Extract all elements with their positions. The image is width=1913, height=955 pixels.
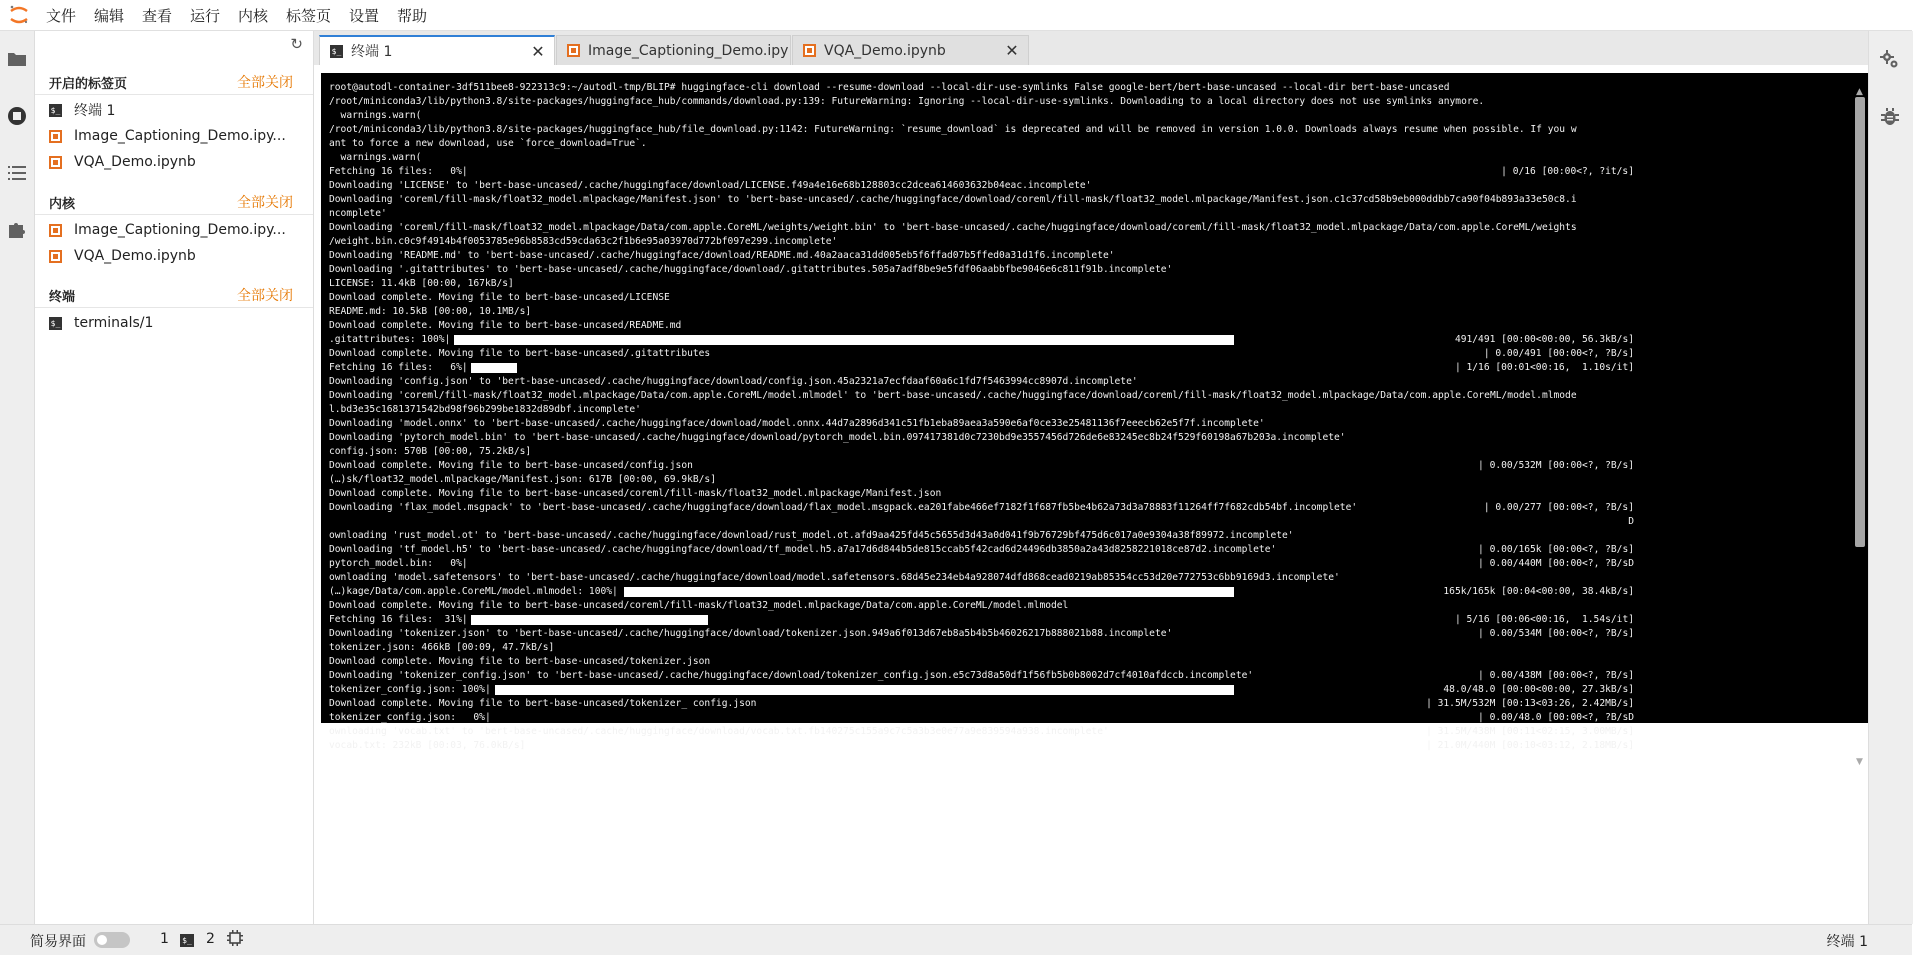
- terminals-section-title: 终端: [49, 290, 76, 305]
- terminal-line-text: warnings.warn(: [329, 110, 422, 121]
- notebook-icon: [803, 44, 816, 57]
- terminal-line: [329, 319, 1634, 333]
- activity-bar: [0, 31, 35, 924]
- terminal-line: [329, 585, 1634, 599]
- divider: [35, 214, 313, 215]
- open-tab-item[interactable]: [49, 151, 196, 173]
- terminal-line-progress: | 1/16 [00:01<00:16, 1.10s/it]: [1454, 362, 1634, 373]
- terminal-line-text: Downloading 'config.json' to 'bert-base-uncased/.cache/huggingface/download/config.json.45a2321a7ecfdaaf60a6c1fd7f5463994cc8907d.incomplete': [329, 376, 1138, 387]
- active-document-label: 终端 1: [1826, 934, 1868, 950]
- terminal-line-text: Download complete. Moving file to bert-base-uncased/coreml/fill-mask/float32_model.mlpackage/Manifest.json: [329, 488, 942, 499]
- divider: [35, 94, 313, 95]
- jupyter-logo-icon[interactable]: [8, 4, 30, 26]
- tab-terminal-1[interactable]: [319, 35, 555, 65]
- terminal-line: [329, 123, 1634, 137]
- terminal-line-text: root@autodl-container-3df511bee8-922313c9:~/autodl-tmp/BLIP# huggingface-cli download --resume-download --local-dir-use-symlinks False google-bert/bert-base-uncased --local-dir bert-base-uncased: [329, 82, 1450, 93]
- terminal-line: [329, 81, 1634, 95]
- refresh-icon[interactable]: ↻: [290, 35, 303, 53]
- tab-vqa-demo[interactable]: [792, 35, 1029, 65]
- terminal-line-text: config.json: 570B [00:00, 75.2kB/s]: [329, 446, 532, 457]
- terminal-line: [329, 193, 1634, 207]
- terminal-line-progress: D: [1628, 516, 1634, 527]
- progress-bar-fill: [495, 685, 1234, 695]
- terminal-line-text: Fetching 16 files: 31%|: [329, 614, 468, 625]
- tab-label: 终端 1: [351, 44, 393, 60]
- folder-icon[interactable]: [5, 47, 29, 71]
- menu-kernel[interactable]: 内核: [238, 7, 269, 25]
- notebook-icon: [49, 224, 62, 237]
- terminal-line-progress: 48.0/48.0 [00:00<00:00, 27.3kB/s]: [1443, 684, 1634, 695]
- terminal-scrollbar[interactable]: [1853, 87, 1867, 767]
- terminal-line-progress: | 0/16 [00:00<?, ?it/s]: [1501, 166, 1634, 177]
- menu-help[interactable]: 帮助: [397, 7, 428, 25]
- kernel-item[interactable]: [49, 245, 196, 267]
- terminal-line: [329, 305, 1634, 319]
- main-area: [314, 31, 1868, 924]
- tab-label: VQA_Demo.ipynb: [824, 42, 946, 59]
- terminal-line-text: ownloading 'model.safetensors' to 'bert-base-uncased/.cache/huggingface/download/model.safetensors.68d45e234eb4a928074dfd868cead0219ab85354cc53d20e772753c6bb9169d3.incomplete': [329, 572, 1340, 583]
- tab-image-captioning-demo[interactable]: [556, 35, 791, 65]
- property-inspector-icon[interactable]: [1879, 49, 1901, 75]
- tab-label: Image_Captioning_Demo.ipy: [588, 42, 789, 59]
- terminal-line: [329, 235, 1634, 249]
- open-tab-label: VQA_Demo.ipynb: [74, 154, 196, 170]
- terminal-line: [329, 179, 1634, 193]
- terminal-line: [329, 725, 1634, 739]
- terminal-line-progress: 165k/165k [00:04<00:00, 38.4kB/s]: [1443, 586, 1634, 597]
- terminal-line: [329, 627, 1634, 641]
- terminal-line: [329, 263, 1634, 277]
- terminal-output[interactable]: [321, 73, 1869, 767]
- terminal-line-text: Download complete. Moving file to bert-base-uncased/LICENSE: [329, 292, 670, 303]
- terminal-line: [329, 529, 1634, 543]
- terminal-line-progress: | 0.00/165k [00:00<?, ?B/s]: [1478, 544, 1634, 555]
- terminal-line-text: Downloading 'flax_model.msgpack' to 'bert-base-uncased/.cache/huggingface/download/flax_model.msgpack.ea201fabe466ef7182f1f687fb5be4b62a73d3a78883f11264ff7f682cdb54bf.incomplete': [329, 502, 1358, 513]
- terminal-line: [329, 431, 1634, 445]
- terminal-line-text: (…)kage/Data/com.apple.CoreML/model.mlmodel: 100%|: [329, 586, 618, 597]
- terminal-line-text: Downloading 'coreml/fill-mask/float32_model.mlpackage/Manifest.json' to 'bert-base-uncased/.cache/huggingface/download/coreml/fill-mask/float32_model.mlpackage/Manifest.json.c1c37cd58b9eb000ddbb7ca90f04b893a33e50c8.i: [329, 194, 1577, 205]
- kernel-status-icon[interactable]: [227, 930, 243, 950]
- extensions-icon[interactable]: [5, 217, 29, 241]
- terminal-line: [329, 739, 1634, 753]
- status-bar: [0, 924, 1912, 955]
- terminal-line-progress: | 31.5M/532M [00:13<03:26, 2.42MB/s]: [1426, 698, 1634, 709]
- terminal-line: [329, 403, 1634, 417]
- terminal-line-text: warnings.warn(: [329, 152, 422, 163]
- terminal-line: [329, 417, 1634, 431]
- terminal-line-text: ant to force a new download, use `force_download=True`.: [329, 138, 647, 149]
- terminal-line-text: tokenizer_config.json: 100%|: [329, 684, 491, 695]
- open-tab-item[interactable]: [49, 125, 286, 147]
- terminal-line-text: Download complete. Moving file to bert-base-uncased/README.md: [329, 320, 682, 331]
- terminal-icon: $_: [50, 105, 61, 115]
- terminal-line-progress: | 0.00/491 [00:00<?, ?B/s]: [1483, 348, 1634, 359]
- terminal-panel: [314, 65, 1868, 924]
- terminal-line: [329, 487, 1634, 501]
- close-all-kernels-button[interactable]: 全部关闭: [237, 195, 293, 211]
- terminal-line: [329, 641, 1634, 655]
- terminal-line: [329, 375, 1634, 389]
- terminal-line-text: pytorch_model.bin: 0%|: [329, 558, 468, 569]
- terminal-line-text: Downloading 'LICENSE' to 'bert-base-uncased/.cache/huggingface/download/LICENSE.f49a4e16e68b128803cc2dcea614603632b04eac.incomplete': [329, 180, 1092, 191]
- terminal-line: [329, 543, 1634, 557]
- terminal-line: [329, 557, 1634, 571]
- scroll-up-icon[interactable]: ▲: [1856, 87, 1863, 97]
- menubar: [0, 0, 1912, 31]
- simple-mode-toggle[interactable]: [94, 932, 130, 948]
- terminal-line: [329, 711, 1634, 725]
- terminal-session-label: terminals/1: [74, 315, 154, 331]
- terminal-line-text: l.bd3e35c1681371542bd98f96b299be1832d89dbf.incomplete': [329, 404, 641, 415]
- table-of-contents-icon[interactable]: [5, 161, 29, 185]
- close-all-terminals-button[interactable]: 全部关闭: [237, 288, 293, 304]
- progress-bar-fill: [471, 615, 707, 625]
- terminal-line: [329, 361, 1634, 375]
- terminal-line-progress: 491/491 [00:00<00:00, 56.3kB/s]: [1454, 334, 1634, 345]
- menu-view[interactable]: 查看: [142, 7, 173, 25]
- terminal-line-progress: | 21.0M/440M [00:10<03:12, 2.18MB/s]: [1426, 740, 1634, 751]
- open-tabs-panel: [35, 31, 314, 924]
- terminal-line: [329, 347, 1634, 361]
- terminal-line-text: Downloading 'tokenizer_config.json' to 'bert-base-uncased/.cache/huggingface/download/tokenizer_config.json.e5c73d8a50df1f56fb5b0b8002d7cf4010afdccb.incomplete': [329, 670, 1254, 681]
- menu-tabs[interactable]: 标签页: [286, 7, 332, 25]
- terminal-line-text: /root/miniconda3/lib/python3.8/site-packages/huggingface_hub/file_download.py:1142: FutureWarning: `resume_download` is deprecated and will be removed in version 1.0.0. Downloads always resume when possible. If you w: [329, 124, 1577, 135]
- terminal-line-text: Downloading 'README.md' to 'bert-base-uncased/.cache/huggingface/download/README.md.40a2aaca31dd005eb5f6ffad07b5ffed0a31d1f6.incomplete': [329, 250, 1115, 261]
- terminal-icon: $_: [50, 318, 61, 328]
- terminal-line-text: Downloading 'pytorch_model.bin' to 'bert-base-uncased/.cache/huggingface/download/pytorch_model.bin.097417381d0c7230bd9e3557456d726de6e83245ec8b24f529f60198a67b203a.incomplete': [329, 432, 1346, 443]
- terminal-line-text: Download complete. Moving file to bert-base-uncased/tokenizer.json: [329, 656, 711, 667]
- terminal-line-progress: | 0.00/48.0 [00:00<?, ?B/sD: [1478, 712, 1634, 723]
- terminal-line: [329, 95, 1634, 109]
- terminal-line-text: Download complete. Moving file to bert-base-uncased/.gitattributes: [329, 348, 711, 359]
- document-tab-bar: [314, 31, 1868, 65]
- menu-settings[interactable]: 设置: [349, 7, 380, 25]
- terminal-line: [329, 445, 1634, 459]
- running-sessions-icon[interactable]: [5, 104, 29, 128]
- terminal-line-text: .gitattributes: 100%|: [329, 334, 451, 345]
- terminal-line: [329, 109, 1634, 123]
- scroll-down-icon[interactable]: ▼: [1856, 757, 1863, 767]
- terminal-line-text: ownloading 'rust_model.ot' to 'bert-base-uncased/.cache/huggingface/download/rust_model.ot.afd9aa425fd45c5655d3d43a0d041f9b76729bf475d6c017a0e9304a38f89972.incomplete': [329, 530, 1294, 541]
- terminal-line: [329, 599, 1634, 613]
- terminal-line-text: Download complete. Moving file to bert-base-uncased/config.json: [329, 460, 693, 471]
- terminal-line: [329, 697, 1634, 711]
- kernels-section-title: 内核: [49, 197, 76, 212]
- kernel-label: VQA_Demo.ipynb: [74, 248, 196, 264]
- terminal-line-text: LICENSE: 11.4kB [00:00, 167kB/s]: [329, 278, 514, 289]
- terminal-icon[interactable]: $_: [180, 934, 194, 947]
- terminal-line-text: /weight.bin.c0c9f4914b4f0053785e96b8583cd59cda63c2f1b6e95a03970d772bf097e299.incomplete': [329, 236, 838, 247]
- terminal-line: [329, 221, 1634, 235]
- notebook-icon: [49, 130, 62, 143]
- simple-mode-label: 简易界面: [30, 934, 86, 950]
- terminal-line: [329, 165, 1634, 179]
- progress-bar-fill: [454, 335, 1234, 345]
- terminal-line-text: Downloading 'model.onnx' to 'bert-base-uncased/.cache/huggingface/download/model.onnx.44d7a2896d341c51fb1eba89aea3a590e6af0ce33e25481136f7eeecb62e5f7f.incomplete': [329, 418, 1265, 429]
- menu-file[interactable]: 文件: [46, 7, 77, 25]
- terminal-line-progress: | 0.00/440M [00:00<?, ?B/sD: [1478, 558, 1634, 569]
- terminal-line: [329, 669, 1634, 683]
- terminal-session-item[interactable]: [49, 312, 153, 334]
- terminal-line-text: Downloading '.gitattributes' to 'bert-base-uncased/.cache/huggingface/download/.gitattributes.505a7adf8be9e5fdf06aabbfbe9046e6c811f91b.incomplete': [329, 264, 1173, 275]
- terminal-count[interactable]: 2: [206, 931, 215, 947]
- terminal-line-progress: | 0.00/438M [00:00<?, ?B/s]: [1478, 670, 1634, 681]
- terminal-line-progress: | 5/16 [00:06<00:16, 1.54s/it]: [1454, 614, 1634, 625]
- close-icon[interactable]: ✕: [1005, 41, 1019, 60]
- terminal-line: [329, 277, 1634, 291]
- terminal-line-text: Fetching 16 files: 6%|: [329, 362, 468, 373]
- progress-bar-fill: [471, 363, 517, 373]
- terminal-line: [329, 571, 1634, 585]
- terminal-line: [329, 515, 1634, 529]
- kernel-item[interactable]: [49, 219, 286, 241]
- terminal-line-text: tokenizer_config.json: 0%|: [329, 712, 491, 723]
- terminal-line-text: /root/miniconda3/lib/python3.8/site-packages/huggingface_hub/commands/download.py:139: FutureWarning: Ignoring --local-dir-use-symlinks. Downloading to a local directory does not use symlinks anymore.: [329, 96, 1485, 107]
- terminal-line-text: vocab.txt: 232kB [00:03, 76.0kB/s]: [329, 740, 526, 751]
- open-tab-label: 终端 1: [74, 103, 116, 119]
- kernel-label: Image_Captioning_Demo.ipy...: [74, 222, 286, 238]
- terminal-line: [329, 151, 1634, 165]
- terminal-line: [329, 333, 1634, 347]
- terminal-line: [329, 389, 1634, 403]
- terminal-line-progress: | 0.00/532M [00:00<?, ?B/s]: [1478, 460, 1634, 471]
- close-all-tabs-button[interactable]: 全部关闭: [237, 75, 293, 91]
- notebook-icon: [567, 44, 580, 57]
- terminal-line-progress: | 31.5M/438M [00:11<02:15, 3.00MB/s]: [1426, 726, 1634, 737]
- terminal-line-text: tokenizer.json: 466kB [00:09, 47.7kB/s]: [329, 642, 555, 653]
- terminal-line-text: Downloading 'tf_model.h5' to 'bert-base-uncased/.cache/huggingface/download/tf_model.h5.a7a17d6d844b5de815ccab5f42cad6d24496db3850a2a43d8258221018ce87d2.incomplete': [329, 544, 1277, 555]
- right-sidebar: [1868, 31, 1913, 924]
- terminal-line: [329, 207, 1634, 221]
- terminal-line-text: Download complete. Moving file to bert-base-uncased/tokenizer_ config.json: [329, 698, 757, 709]
- terminal-line: [329, 459, 1634, 473]
- terminal-line: [329, 683, 1634, 697]
- notebook-icon: [49, 156, 62, 169]
- terminal-line-text: Downloading 'tokenizer.json' to 'bert-base-uncased/.cache/huggingface/download/tokenizer.json.949a6f013d67eb8a5b4b5b46026217b888021b88.incomplete': [329, 628, 1173, 639]
- terminal-icon: $_: [331, 46, 342, 56]
- close-icon[interactable]: ✕: [531, 41, 545, 61]
- terminal-line-progress: | 0.00/534M [00:00<?, ?B/s]: [1478, 628, 1634, 639]
- menu-run[interactable]: 运行: [190, 7, 221, 25]
- open-tab-item[interactable]: [49, 99, 115, 121]
- progress-bar-fill: [624, 587, 1235, 597]
- menu-edit[interactable]: 编辑: [94, 7, 125, 25]
- scrollbar-thumb[interactable]: [1855, 97, 1865, 547]
- terminal-line-text: Download complete. Moving file to bert-base-uncased/coreml/fill-mask/float32_model.mlpackage/Data/com.apple.CoreML/model.mlmodel: [329, 600, 1069, 611]
- terminal-line: [329, 137, 1634, 151]
- terminal-lines: [329, 81, 1634, 753]
- debugger-icon[interactable]: [1880, 107, 1900, 131]
- terminal-line: [329, 501, 1634, 515]
- terminal-line-progress: | 0.00/277 [00:00<?, ?B/s]: [1483, 502, 1634, 513]
- terminal-line-text: (…)sk/float32_model.mlpackage/Manifest.json: 617B [00:00, 69.9kB/s]: [329, 474, 716, 485]
- kernel-count[interactable]: 1: [160, 931, 169, 947]
- terminal-line-text: Fetching 16 files: 0%|: [329, 166, 468, 177]
- terminal-line: [329, 655, 1634, 669]
- open-tabs-section-title: 开启的标签页: [49, 77, 128, 92]
- terminal-line-text: README.md: 10.5kB [00:00, 10.1MB/s]: [329, 306, 532, 317]
- terminal-line-text: Downloading 'coreml/fill-mask/float32_model.mlpackage/Data/com.apple.CoreML/weights/weight.bin' to 'bert-base-uncased/.cache/huggingface/download/coreml/fill-mask/float32_model.mlpackage/Data/com.apple.CoreML/weights: [329, 222, 1577, 233]
- open-tab-label: Image_Captioning_Demo.ipy...: [74, 128, 286, 144]
- terminal-line: [329, 473, 1634, 487]
- terminal-line: [329, 291, 1634, 305]
- divider: [35, 307, 313, 308]
- terminal-line-text: Downloading 'coreml/fill-mask/float32_model.mlpackage/Data/com.apple.CoreML/model.mlmodel' to 'bert-base-uncased/.cache/huggingface/download/coreml/fill-mask/float32_model.mlpackage/Data/com.apple.CoreML/model.mlmode: [329, 390, 1577, 401]
- terminal-line-text: ownloading 'vocab.txt' to 'bert-base-uncased/.cache/huggingface/download/vocab.txt.fb140275c155a9c7c5a3b3e0e77a9e839594a938.incomplete': [329, 726, 1109, 737]
- terminal-line: [329, 249, 1634, 263]
- terminal-line: [329, 613, 1634, 627]
- terminal-line-text: ncomplete': [329, 208, 387, 219]
- notebook-icon: [49, 250, 62, 263]
